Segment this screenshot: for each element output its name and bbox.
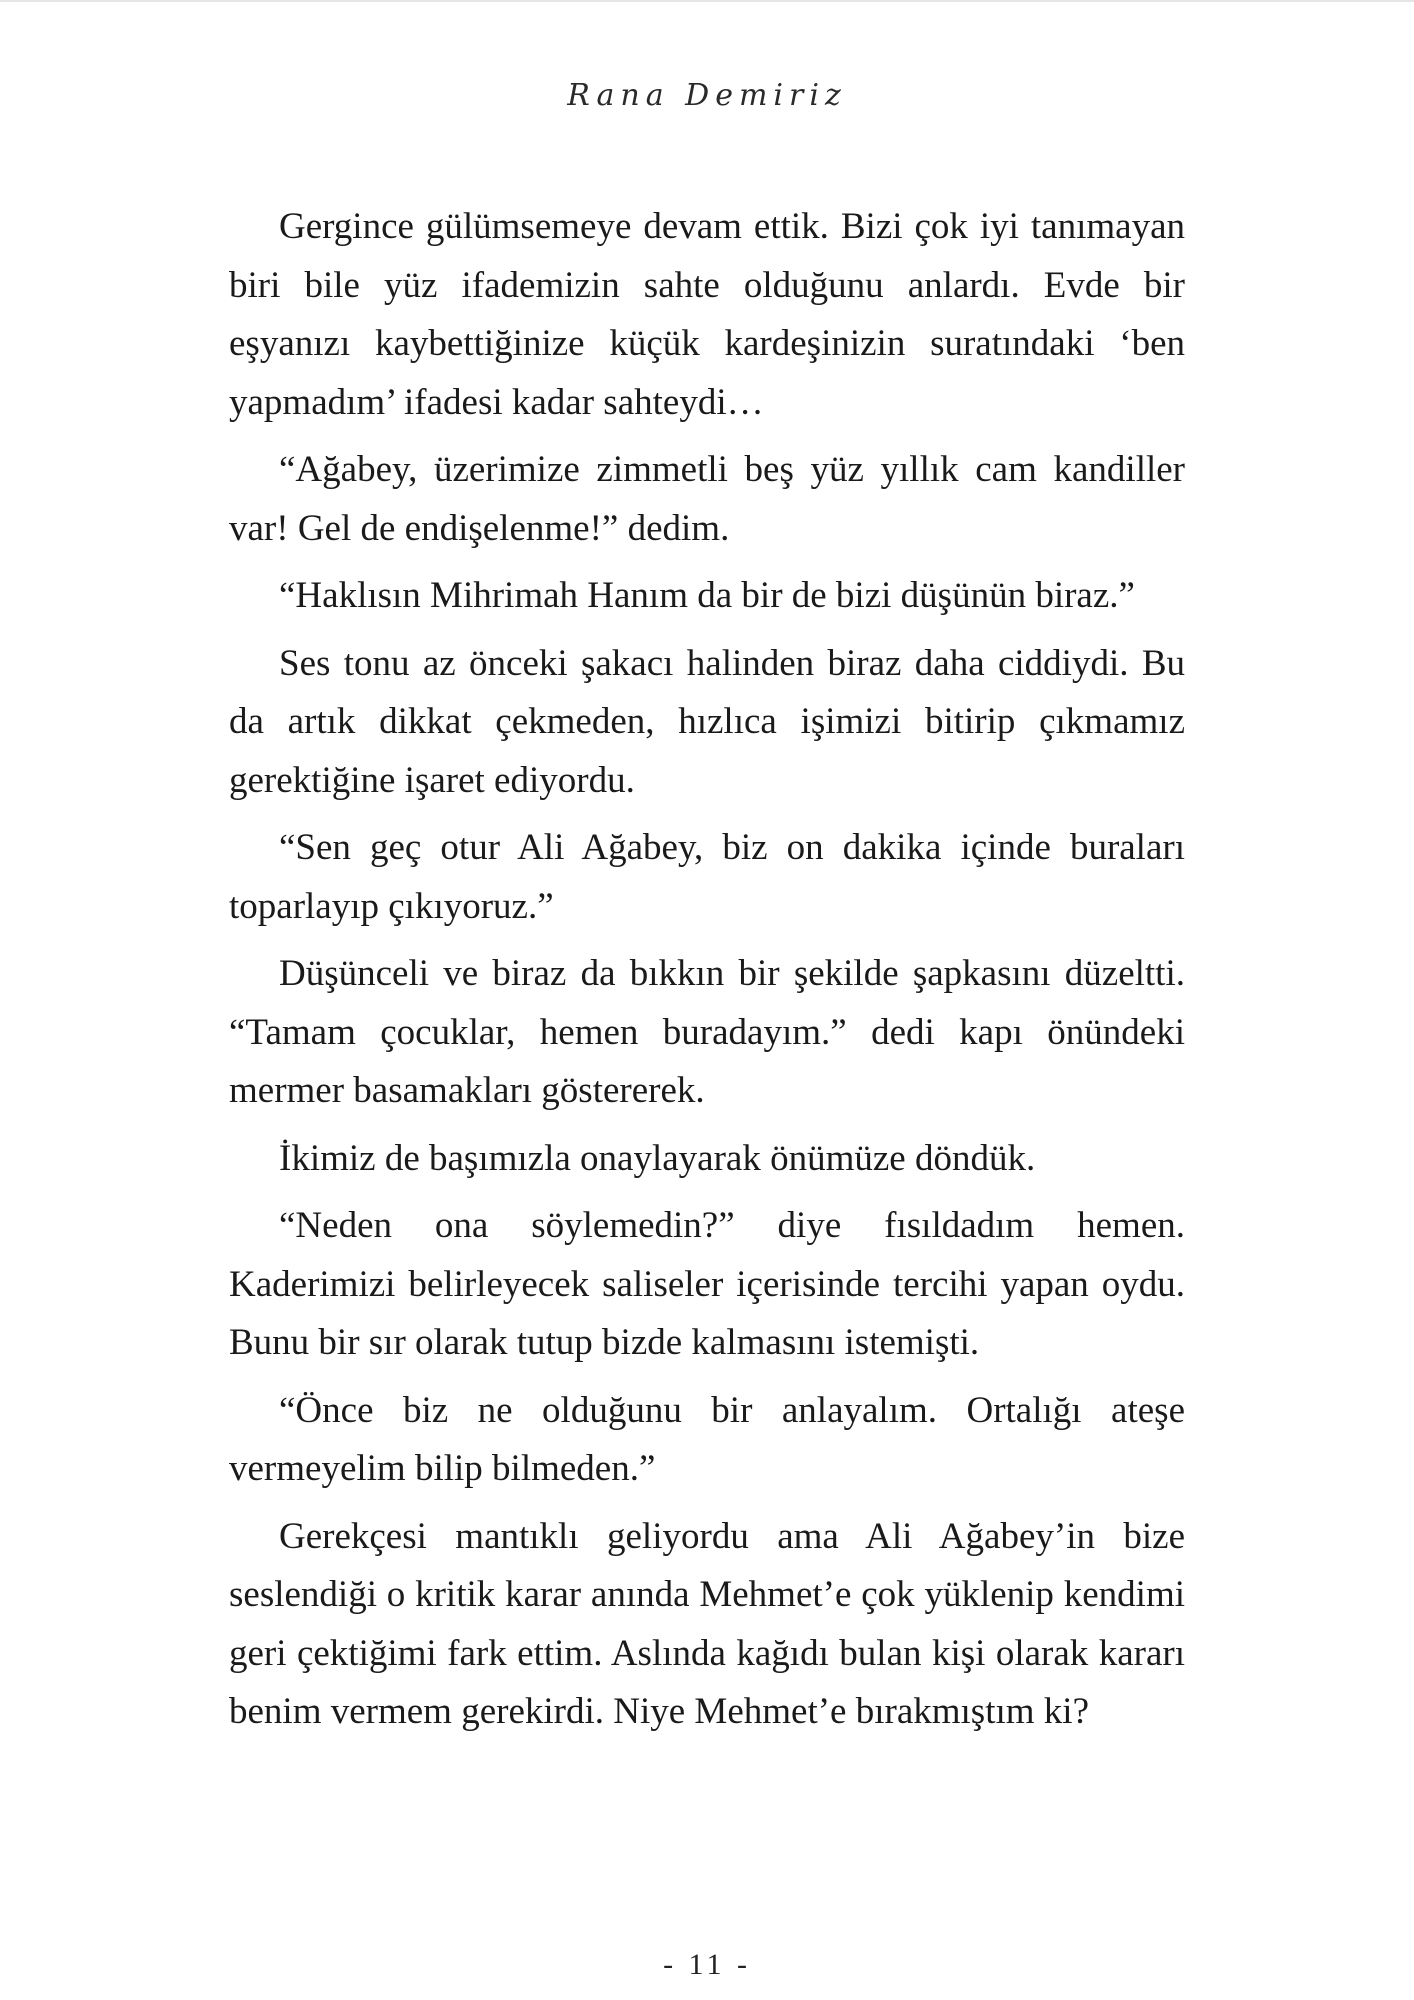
page-number: - 11 - <box>663 1948 751 1981</box>
paragraph: Gergince gülümsemeye devam ettik. Bizi çok iyi tanımayan biri bile yüz ifademizin sahte olduğunu anlardı. Evde bir eşyanızı kaybettiğinize küçük kardeşinizin suratındaki ‘ben yapmadım’ ifadesi kadar sahteydi… <box>229 206 1185 423</box>
paragraph: İkimiz de başımızla onaylayarak önümüze döndük. <box>279 1137 1036 1179</box>
paragraph: Gerekçesi mantıklı geliyordu ama Ali Ağabey’in bize seslendiği o kritik karar anında Mehmet’e çok yüklenip kendimi geri çektiğimi fark ettim. Aslında kağıdı bulan kişi olarak kararı benim vermem gerekirdi. Niye Mehmet’e bırakmıştım ki? <box>229 1515 1185 1732</box>
top-rule <box>0 0 1414 2</box>
paragraph: “Neden ona söylemedin?” diye fısıldadım hemen. Kaderimizi belirleyecek saliseler içerisinde tercihi yapan oydu. Bunu bir sır olarak tutup bizde kalmasını istemişti. <box>229 1205 1185 1363</box>
paragraph: “Önce biz ne olduğunu bir anlayalım. Ortalığı ateşe vermeyelim bilip bilmeden.” <box>229 1389 1185 1489</box>
paragraph: “Ağabey, üzerimize zimmetli beş yüz yıllık cam kandiller var! Gel de endişelenme!” dedim. <box>229 449 1185 549</box>
paragraph: “Sen geç otur Ali Ağabey, biz on dakika içinde buraları toparlayıp çıkıyoruz.” <box>229 827 1185 927</box>
paragraph: Ses tonu az önceki şakacı halinden biraz daha ciddiydi. Bu da artık dikkat çekmeden, hızlıca işimizi bitirip çıkmamız gerektiğine işaret ediyordu. <box>229 642 1185 801</box>
running-header-author: Rana Demiriz <box>567 78 847 113</box>
paragraph: Düşünceli ve biraz da bıkkın bir şekilde şapkasını düzeltti. “Tamam çocuklar, hemen buradayım.” dedi kapı önündeki mermer basamakları göstererek. <box>229 953 1185 1111</box>
page-body <box>229 198 1185 1751</box>
paragraph: “Haklısın Mihrimah Hanım da bir de bizi düşünün biraz.” <box>279 575 1135 616</box>
